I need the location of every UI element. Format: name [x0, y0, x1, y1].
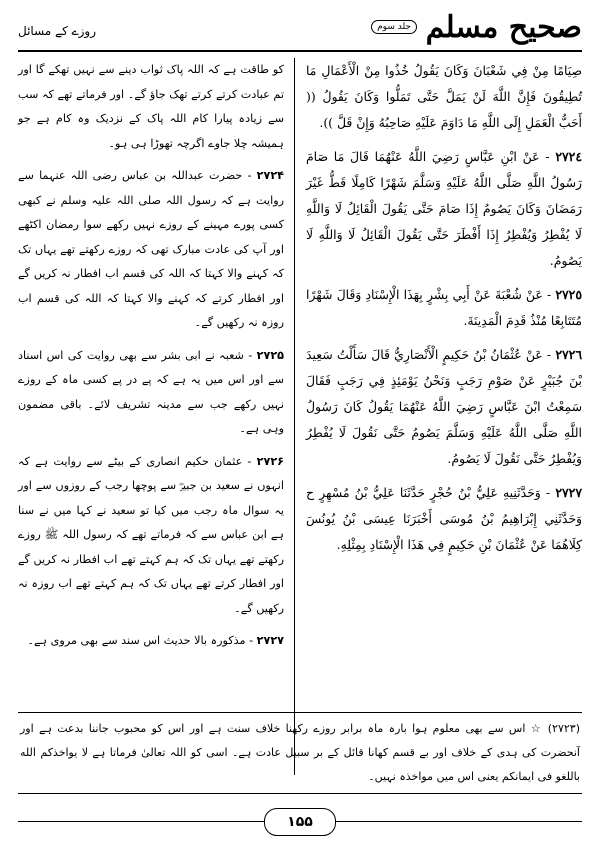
urdu-text: شعبہ نے ابی بشر سے بھی روایت کی اس اسناد سے اور اس میں یہ ہے کہ پے در پے کسی ماہ کے روزے نہیں رکھے جب سے مدینہ تشریف لائے۔ باقی مضمون وہی ہے۔	[18, 348, 284, 435]
urdu-passage: ۲۷۲۴ - حضرت عبداللہ بن عباس رضی اللہ عنہما سے روایت ہے کہ رسول اللہ صلی اللہ علیہ وسلم نے کبھی کسی پورے مہینے کے روزے نہیں رکھے سوا رمضان اکٹھے اور آپ کی عادت مبارک تھی کہ روزے رکھتے تھے یہاں تک کہ کہنے والا کہتا کہ اللہ کی قسم اب افطار نہ کریں گے اور افطار کرتے کہ کہنے والا کہتا کہ اللہ کی قسم اب روزہ نہ رکھیں گے۔	[18, 169, 284, 329]
arabic-text: عَنْ ابْنِ عَبَّاسٍ رَضِيَ اللَّهُ عَنْهُمَا قَالَ مَا صَامَ رَسُولُ اللَّهِ صَلَّى اللَّهُ عَلَيْهِ وَسَلَّمَ شَهْرًا كَامِلًا قَطُّ غَيْرَ رَمَضَانَ وَكَانَ يَصُومُ إِذَا صَامَ حَتَّى يَقُولَ الْقَائِلُ لَا وَاللَّهِ لَا يُفْطِرُ وَيُفْطِرُ إِذَا أَفْطَرَ حَتَّى يَقُولَ الْقَائِلُ لَا وَاللَّهِ لَا يَصُومُ.	[306, 149, 582, 268]
chapter-title: روزے کے مسائل	[18, 24, 97, 38]
urdu-passage: ۲۷۲۷ - مذکورہ بالا حدیث اس سند سے بھی مروی ہے۔	[27, 634, 284, 647]
urdu-passage: ۲۷۲۵ - شعبہ نے ابی بشر سے بھی روایت کی اس اسناد سے اور اس میں یہ ہے کہ پے در پے کسی ماہ کے روزے نہیں رکھے جب سے مدینہ تشریف لائے۔ باقی مضمون وہی ہے۔	[18, 348, 284, 435]
urdu-text: کو طاقت ہے کہ اللہ پاک ثواب دینے سے نہیں تھکے گا اور تم عبادت کرتے کرتے تھک جاؤ گے۔ اور فرماتے تھے کہ سب سے زیادہ پیارا کام اللہ پاک کے نزدیک وہ کام ہے جو ہمیشہ چلا جاوے اگرچہ تھوڑا ہی ہو۔	[18, 63, 284, 150]
hadith-number: ٢٧٢٥	[555, 287, 582, 302]
page-body	[18, 58, 582, 785]
page-header	[18, 6, 582, 50]
hadith-number: ٢٧٢٧	[555, 485, 582, 500]
urdu-text: حضرت عبداللہ بن عباس رضی اللہ عنہما سے روایت ہے کہ رسول اللہ صلی اللہ علیہ وسلم نے کبھی کسی پورے مہینے کے روزے نہیں رکھے سوا رمضان اکٹھے اور آپ کی عادت مبارک تھی کہ روزے رکھتے تھے یہاں تک کہ کہنے والا کہتا کہ اللہ کی قسم اب افطار نہ کریں گے اور افطار کرتے کہ کہنے والا کہتا کہ اللہ کی قسم اب روزہ نہ رکھیں گے۔	[18, 169, 284, 329]
arabic-text: عَنْ عُثْمَانُ بْنُ حَكِيمٍ الْأَنْصَارِيُّ قَالَ سَأَلْتُ سَعِيدَ بْنَ جُبَيْرٍ عَنْ صَوْمِ رَجَبٍ وَنَحْنُ يَوْمَئِذٍ فِي رَجَبٍ فَقَالَ سَمِعْتُ ابْنَ عَبَّاسٍ رَضِيَ اللَّهُ عَنْهُمَا يَقُولُ كَانَ رَسُولُ اللَّهِ صَلَّى اللَّهُ عَلَيْهِ وَسَلَّمَ يَصُومُ حَتَّى نَقُولَ لَا يُفْطِرُ وَيُفْطِرُ حَتَّى نَقُولَ لَا يَصُومُ.	[306, 347, 582, 466]
hadith-number: ٢٧٢٦	[555, 347, 582, 362]
column-divider	[294, 58, 295, 775]
urdu-column	[18, 58, 284, 662]
arabic-text: صِيَامًا مِنْ فِي شَعْبَانَ وَكَانَ يَقُولُ خُذُوا مِنْ الْأَعْمَالِ مَا تُطِيقُونَ فَإِنَّ اللَّهَ لَنْ يَمَلَّ حَتَّى تَمَلُّوا وَكَانَ يَقُولُ (( أَحَبُّ الْعَمَلِ إِلَى اللَّهِ مَا دَاوَمَ عَلَيْهِ صَاحِبُهُ وَإِنْ قَلَّ )).	[306, 63, 582, 130]
volume-badge: جلد سوم	[371, 20, 417, 34]
urdu-passage: ۲۷۲۶ - عثمان حکیم انصاری کے بیٹے سے روایت ہے کہ انہوں نے سعید بن جبیرؓ سے پوچھا رجب کے روزوں سے اور یہ سوال ماہ رجب میں کیا تو سعید نے کہا میں نے سنا ہے ابن عباس سے کہ فرماتے تھے کہ رسول اللہ ﷺ روزے رکھتے تھے یہاں تک کہ ہم کہتے تھے اب افطار نہ کریں گے اور افطار کرتے تھے یہاں تک کہ ہم کہتے تھے اب روزہ نہ رکھیں گے۔	[18, 454, 284, 615]
urdu-text: عثمان حکیم انصاری کے بیٹے سے روایت ہے کہ انہوں نے سعید بن جبیرؓ سے پوچھا رجب کے روزوں سے اور یہ سوال ماہ رجب میں کیا تو سعید نے کہا میں نے سنا ہے ابن عباس سے کہ فرماتے تھے کہ رسول اللہ ﷺ روزے رکھتے تھے یہاں تک کہ ہم کہتے تھے اب افطار نہ کریں گے اور افطار کرتے تھے یہاں تک کہ ہم کہتے تھے اب روزہ نہ رکھیں گے۔	[18, 454, 284, 615]
hadith-number: ۲۷۲۷	[256, 634, 284, 647]
page-number: ۱۵۵	[264, 808, 336, 836]
urdu-passage	[18, 58, 284, 156]
arabic-passage: ٢٧٢٦ - عَنْ عُثْمَانُ بْنُ حَكِيمٍ الْأَنْصَارِيُّ قَالَ سَأَلْتُ سَعِيدَ بْنَ جُبَيْرٍ عَنْ صَوْمِ رَجَبٍ وَنَحْنُ يَوْمَئِذٍ فِي رَجَبٍ فَقَالَ سَمِعْتُ ابْنَ عَبَّاسٍ رَضِيَ اللَّهُ عَنْهُمَا يَقُولُ كَانَ رَسُولُ اللَّهِ صَلَّى اللَّهُ عَلَيْهِ وَسَلَّمَ يَصُومُ حَتَّى نَقُولَ لَا يُفْطِرُ وَيُفْطِرُ حَتَّى نَقُولَ لَا يَصُومُ.	[306, 347, 582, 466]
hadith-number: ۲۷۲۶	[256, 454, 284, 468]
header-rule	[18, 50, 582, 52]
arabic-column	[306, 58, 582, 566]
arabic-passage	[306, 58, 582, 136]
hadith-number: ۲۷۲۴	[256, 169, 284, 182]
hadith-number: ٢٧٢٤	[555, 149, 582, 164]
footnote: (۲۷۲۳) ☆ اس سے بھی معلوم ہوا بارہ ماہ برابر روزے رکھنا خلاف سنت ہے اور اس کو محبوب جاننا بدعت ہے اور آنحضرت کی ہدی کے خلاف اور بے قسم کھانا قائل کے بر سبیل عادت ہے۔ اسی کو اللہ تعالیٰ فرماتا ہے لا یواخذکم الله باللغو فی ایمانکم یعنی اس میں مواخذہ نہیں۔	[18, 712, 582, 794]
hadith-number: ۲۷۲۵	[256, 348, 284, 362]
arabic-passage: ٢٧٢٧ - وَحَدَّثَنِيهِ عَلِيُّ بْنُ حُجْرٍ حَدَّثَنَا عَلِيُّ بْنُ مُسْهِرٍ ح وَحَدَّثَنِي إِبْرَاهِيمُ بْنُ مُوسَى أَخْبَرَنَا عِيسَى بْنُ يُونُسَ كِلَاهُمَا عَنْ عُثْمَانَ بْنِ حَكِيمٍ فِي هَذَا الْإِسْنَادِ بِمِثْلِهِ.	[306, 485, 582, 552]
urdu-text: مذکورہ بالا حدیث اس سند سے بھی مروی ہے۔	[27, 634, 246, 647]
arabic-passage: ٢٧٢٥ - عَنْ شُعْبَةَ عَنْ أَبِي بِشْرٍ بِهَذَا الْإِسْنَادِ وَقَالَ شَهْرًا مُتَتَابِعًا مُنْذُ قَدِمَ الْمَدِينَةَ.	[306, 287, 582, 328]
arabic-text: عَنْ شُعْبَةَ عَنْ أَبِي بِشْرٍ بِهَذَا الْإِسْنَادِ وَقَالَ شَهْرًا مُتَتَابِعًا مُنْذُ قَدِمَ الْمَدِينَةَ.	[306, 287, 582, 328]
book-title: صحیح مسلم	[425, 10, 582, 45]
arabic-text: وَحَدَّثَنِيهِ عَلِيُّ بْنُ حُجْرٍ حَدَّثَنَا عَلِيُّ بْنُ مُسْهِرٍ ح وَحَدَّثَنِي إِبْرَاهِيمُ بْنُ مُوسَى أَخْبَرَنَا عِيسَى بْنُ يُونُسَ كِلَاهُمَا عَنْ عُثْمَانَ بْنِ حَكِيمٍ فِي هَذَا الْإِسْنَادِ بِمِثْلِهِ.	[306, 485, 582, 552]
arabic-passage: ٢٧٢٤ - عَنْ ابْنِ عَبَّاسٍ رَضِيَ اللَّهُ عَنْهُمَا قَالَ مَا صَامَ رَسُولُ اللَّهِ صَلَّى اللَّهُ عَلَيْهِ وَسَلَّمَ شَهْرًا كَامِلًا قَطُّ غَيْرَ رَمَضَانَ وَكَانَ يَصُومُ إِذَا صَامَ حَتَّى يَقُولَ الْقَائِلُ لَا وَاللَّهِ لَا يُفْطِرُ وَيُفْطِرُ إِذَا أَفْطَرَ حَتَّى يَقُولَ الْقَائِلُ لَا وَاللَّهِ لَا يَصُومُ.	[306, 149, 582, 268]
